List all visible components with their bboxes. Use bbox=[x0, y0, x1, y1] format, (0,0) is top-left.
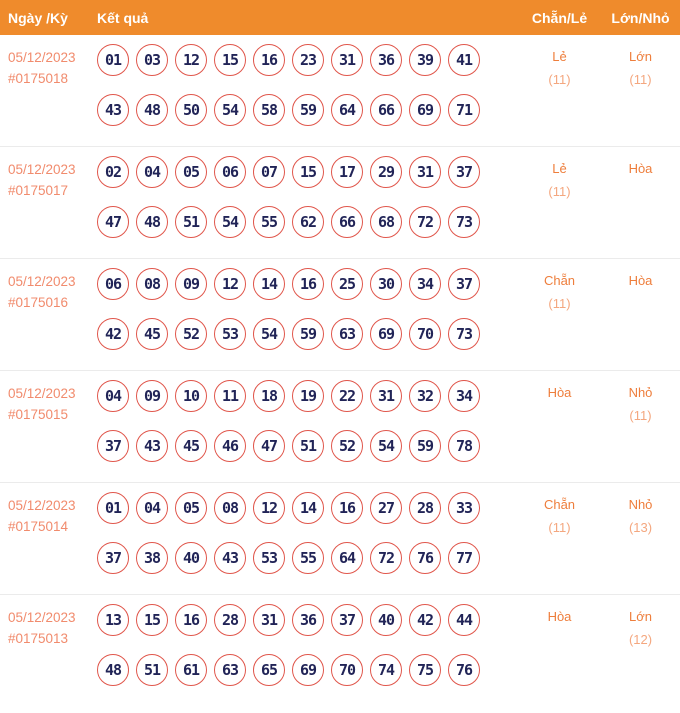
table-row bbox=[0, 482, 680, 594]
draw-date: 05/12/2023 bbox=[8, 498, 76, 513]
number-ball: 54 bbox=[253, 318, 285, 350]
header-date-col: Ngày /Kỳ bbox=[8, 9, 68, 26]
evenodd-count: (11) bbox=[548, 184, 571, 199]
table-body bbox=[0, 35, 680, 706]
number-ball: 43 bbox=[214, 542, 246, 574]
number-ball: 50 bbox=[175, 94, 207, 126]
numbers-line-2 bbox=[97, 94, 512, 126]
number-ball: 09 bbox=[136, 380, 168, 412]
number-ball: 59 bbox=[409, 430, 441, 462]
row-bigsmall-cell bbox=[607, 492, 680, 574]
number-ball: 11 bbox=[214, 380, 246, 412]
number-ball: 09 bbox=[175, 268, 207, 300]
number-ball: 42 bbox=[97, 318, 129, 350]
number-ball: 66 bbox=[331, 206, 363, 238]
draw-id: #0175015 bbox=[8, 407, 69, 422]
number-ball: 15 bbox=[292, 156, 324, 188]
evenodd-count bbox=[512, 408, 607, 421]
number-ball: 45 bbox=[136, 318, 168, 350]
numbers-line-1 bbox=[97, 44, 512, 76]
evenodd-label: Chẵn bbox=[543, 497, 576, 512]
number-ball: 37 bbox=[97, 542, 129, 574]
number-ball: 48 bbox=[136, 206, 168, 238]
draw-date: 05/12/2023 bbox=[8, 50, 76, 65]
number-ball: 12 bbox=[175, 44, 207, 76]
number-ball: 48 bbox=[97, 654, 129, 686]
number-ball: 29 bbox=[370, 156, 402, 188]
draw-id: #0175013 bbox=[8, 631, 69, 646]
number-ball: 05 bbox=[175, 156, 207, 188]
row-date-cell bbox=[0, 44, 97, 126]
numbers-line-1 bbox=[97, 492, 512, 524]
number-ball: 52 bbox=[175, 318, 207, 350]
number-ball: 16 bbox=[175, 604, 207, 636]
number-ball: 06 bbox=[214, 156, 246, 188]
number-ball: 16 bbox=[292, 268, 324, 300]
number-ball: 43 bbox=[136, 430, 168, 462]
number-ball: 15 bbox=[214, 44, 246, 76]
bigsmall-count bbox=[607, 184, 674, 197]
number-ball: 73 bbox=[448, 206, 480, 238]
number-ball: 38 bbox=[136, 542, 168, 574]
number-ball: 76 bbox=[409, 542, 441, 574]
row-result-cell bbox=[97, 604, 512, 686]
number-ball: 01 bbox=[97, 44, 129, 76]
number-ball: 23 bbox=[292, 44, 324, 76]
number-ball: 65 bbox=[253, 654, 285, 686]
row-date-cell bbox=[0, 492, 97, 574]
number-ball: 31 bbox=[370, 380, 402, 412]
evenodd-label: Lẻ bbox=[552, 161, 567, 176]
number-ball: 14 bbox=[292, 492, 324, 524]
header-evenodd-col: Chẵn/Lẻ bbox=[531, 9, 588, 26]
number-ball: 66 bbox=[370, 94, 402, 126]
number-ball: 39 bbox=[409, 44, 441, 76]
row-bigsmall-cell bbox=[607, 44, 680, 126]
number-ball: 54 bbox=[214, 206, 246, 238]
number-ball: 40 bbox=[175, 542, 207, 574]
number-ball: 75 bbox=[409, 654, 441, 686]
evenodd-count: (11) bbox=[548, 520, 571, 535]
number-ball: 51 bbox=[292, 430, 324, 462]
number-ball: 62 bbox=[292, 206, 324, 238]
number-ball: 34 bbox=[448, 380, 480, 412]
bigsmall-count bbox=[607, 296, 674, 309]
number-ball: 61 bbox=[175, 654, 207, 686]
number-ball: 30 bbox=[370, 268, 402, 300]
draw-date: 05/12/2023 bbox=[8, 610, 76, 625]
number-ball: 70 bbox=[331, 654, 363, 686]
number-ball: 69 bbox=[409, 94, 441, 126]
table-row bbox=[0, 258, 680, 370]
number-ball: 72 bbox=[409, 206, 441, 238]
number-ball: 45 bbox=[175, 430, 207, 462]
numbers-line-2 bbox=[97, 430, 512, 462]
row-evenodd-cell bbox=[512, 604, 607, 686]
row-result-cell bbox=[97, 44, 512, 126]
number-ball: 17 bbox=[331, 156, 363, 188]
evenodd-label: Hòa bbox=[547, 609, 572, 624]
number-ball: 33 bbox=[448, 492, 480, 524]
numbers-line-1 bbox=[97, 380, 512, 412]
numbers-line-1 bbox=[97, 268, 512, 300]
number-ball: 73 bbox=[448, 318, 480, 350]
number-ball: 31 bbox=[253, 604, 285, 636]
draw-id: #0175016 bbox=[8, 295, 69, 310]
number-ball: 08 bbox=[214, 492, 246, 524]
number-ball: 04 bbox=[136, 156, 168, 188]
number-ball: 47 bbox=[253, 430, 285, 462]
number-ball: 71 bbox=[448, 94, 480, 126]
bigsmall-count: (12) bbox=[628, 632, 653, 647]
table-header bbox=[0, 0, 680, 35]
bigsmall-label: Hòa bbox=[628, 273, 653, 288]
bigsmall-label: Lớn bbox=[629, 49, 652, 64]
evenodd-label: Lẻ bbox=[552, 49, 567, 64]
bigsmall-label: Nhỏ bbox=[628, 385, 653, 400]
draw-date: 05/12/2023 bbox=[8, 162, 76, 177]
number-ball: 78 bbox=[448, 430, 480, 462]
row-result-cell bbox=[97, 380, 512, 462]
number-ball: 46 bbox=[214, 430, 246, 462]
number-ball: 63 bbox=[214, 654, 246, 686]
row-evenodd-cell bbox=[512, 380, 607, 462]
numbers-line-1 bbox=[97, 156, 512, 188]
number-ball: 36 bbox=[292, 604, 324, 636]
number-ball: 37 bbox=[448, 268, 480, 300]
number-ball: 12 bbox=[253, 492, 285, 524]
number-ball: 77 bbox=[448, 542, 480, 574]
number-ball: 05 bbox=[175, 492, 207, 524]
number-ball: 06 bbox=[97, 268, 129, 300]
number-ball: 64 bbox=[331, 94, 363, 126]
row-date-cell bbox=[0, 380, 97, 462]
number-ball: 28 bbox=[409, 492, 441, 524]
table-row bbox=[0, 594, 680, 706]
table-row bbox=[0, 370, 680, 482]
number-ball: 15 bbox=[136, 604, 168, 636]
number-ball: 37 bbox=[331, 604, 363, 636]
number-ball: 01 bbox=[97, 492, 129, 524]
numbers-line-2 bbox=[97, 654, 512, 686]
row-date-cell bbox=[0, 604, 97, 686]
number-ball: 14 bbox=[253, 268, 285, 300]
number-ball: 22 bbox=[331, 380, 363, 412]
evenodd-count: (11) bbox=[548, 72, 571, 87]
numbers-line-2 bbox=[97, 206, 512, 238]
row-evenodd-cell bbox=[512, 156, 607, 238]
row-bigsmall-cell bbox=[607, 604, 680, 686]
number-ball: 69 bbox=[292, 654, 324, 686]
row-bigsmall-cell bbox=[607, 156, 680, 238]
row-evenodd-cell bbox=[512, 492, 607, 574]
number-ball: 12 bbox=[214, 268, 246, 300]
number-ball: 13 bbox=[97, 604, 129, 636]
row-result-cell bbox=[97, 156, 512, 238]
number-ball: 04 bbox=[136, 492, 168, 524]
number-ball: 54 bbox=[214, 94, 246, 126]
number-ball: 44 bbox=[448, 604, 480, 636]
number-ball: 43 bbox=[97, 94, 129, 126]
number-ball: 41 bbox=[448, 44, 480, 76]
number-ball: 74 bbox=[370, 654, 402, 686]
row-result-cell bbox=[97, 268, 512, 350]
number-ball: 37 bbox=[448, 156, 480, 188]
number-ball: 18 bbox=[253, 380, 285, 412]
bigsmall-count: (11) bbox=[629, 72, 652, 87]
bigsmall-label: Lớn bbox=[629, 609, 652, 624]
number-ball: 16 bbox=[253, 44, 285, 76]
evenodd-label: Chẵn bbox=[543, 273, 576, 288]
number-ball: 02 bbox=[97, 156, 129, 188]
number-ball: 42 bbox=[409, 604, 441, 636]
number-ball: 76 bbox=[448, 654, 480, 686]
number-ball: 19 bbox=[292, 380, 324, 412]
number-ball: 47 bbox=[97, 206, 129, 238]
number-ball: 54 bbox=[370, 430, 402, 462]
number-ball: 51 bbox=[175, 206, 207, 238]
number-ball: 36 bbox=[370, 44, 402, 76]
number-ball: 63 bbox=[331, 318, 363, 350]
number-ball: 51 bbox=[136, 654, 168, 686]
header-bigsmall-col: Lớn/Nhỏ bbox=[611, 9, 670, 26]
number-ball: 40 bbox=[370, 604, 402, 636]
draw-date: 05/12/2023 bbox=[8, 386, 76, 401]
row-result-cell bbox=[97, 492, 512, 574]
number-ball: 52 bbox=[331, 430, 363, 462]
number-ball: 04 bbox=[97, 380, 129, 412]
bigsmall-count: (11) bbox=[629, 408, 652, 423]
number-ball: 53 bbox=[253, 542, 285, 574]
draw-date: 05/12/2023 bbox=[8, 274, 76, 289]
row-bigsmall-cell bbox=[607, 268, 680, 350]
row-evenodd-cell bbox=[512, 268, 607, 350]
number-ball: 72 bbox=[370, 542, 402, 574]
bigsmall-label: Nhỏ bbox=[628, 497, 653, 512]
number-ball: 25 bbox=[331, 268, 363, 300]
number-ball: 37 bbox=[97, 430, 129, 462]
bigsmall-label: Hòa bbox=[628, 161, 653, 176]
row-date-cell bbox=[0, 156, 97, 238]
bigsmall-count: (13) bbox=[628, 520, 653, 535]
number-ball: 27 bbox=[370, 492, 402, 524]
number-ball: 53 bbox=[214, 318, 246, 350]
number-ball: 59 bbox=[292, 94, 324, 126]
draw-id: #0175014 bbox=[8, 519, 69, 534]
evenodd-count: (11) bbox=[548, 296, 571, 311]
number-ball: 16 bbox=[331, 492, 363, 524]
evenodd-label: Hòa bbox=[547, 385, 572, 400]
number-ball: 48 bbox=[136, 94, 168, 126]
row-date-cell bbox=[0, 268, 97, 350]
number-ball: 59 bbox=[292, 318, 324, 350]
row-bigsmall-cell bbox=[607, 380, 680, 462]
number-ball: 07 bbox=[253, 156, 285, 188]
number-ball: 03 bbox=[136, 44, 168, 76]
header-result-col: Kết quả bbox=[97, 9, 149, 26]
draw-id: #0175017 bbox=[8, 183, 69, 198]
number-ball: 32 bbox=[409, 380, 441, 412]
number-ball: 68 bbox=[370, 206, 402, 238]
number-ball: 69 bbox=[370, 318, 402, 350]
number-ball: 31 bbox=[409, 156, 441, 188]
number-ball: 55 bbox=[292, 542, 324, 574]
table-row bbox=[0, 146, 680, 258]
numbers-line-2 bbox=[97, 318, 512, 350]
number-ball: 64 bbox=[331, 542, 363, 574]
draw-id: #0175018 bbox=[8, 71, 69, 86]
evenodd-count bbox=[512, 632, 607, 645]
number-ball: 08 bbox=[136, 268, 168, 300]
number-ball: 58 bbox=[253, 94, 285, 126]
row-evenodd-cell bbox=[512, 44, 607, 126]
number-ball: 31 bbox=[331, 44, 363, 76]
number-ball: 10 bbox=[175, 380, 207, 412]
number-ball: 34 bbox=[409, 268, 441, 300]
number-ball: 28 bbox=[214, 604, 246, 636]
numbers-line-2 bbox=[97, 542, 512, 574]
numbers-line-1 bbox=[97, 604, 512, 636]
number-ball: 55 bbox=[253, 206, 285, 238]
number-ball: 70 bbox=[409, 318, 441, 350]
table-row bbox=[0, 35, 680, 146]
